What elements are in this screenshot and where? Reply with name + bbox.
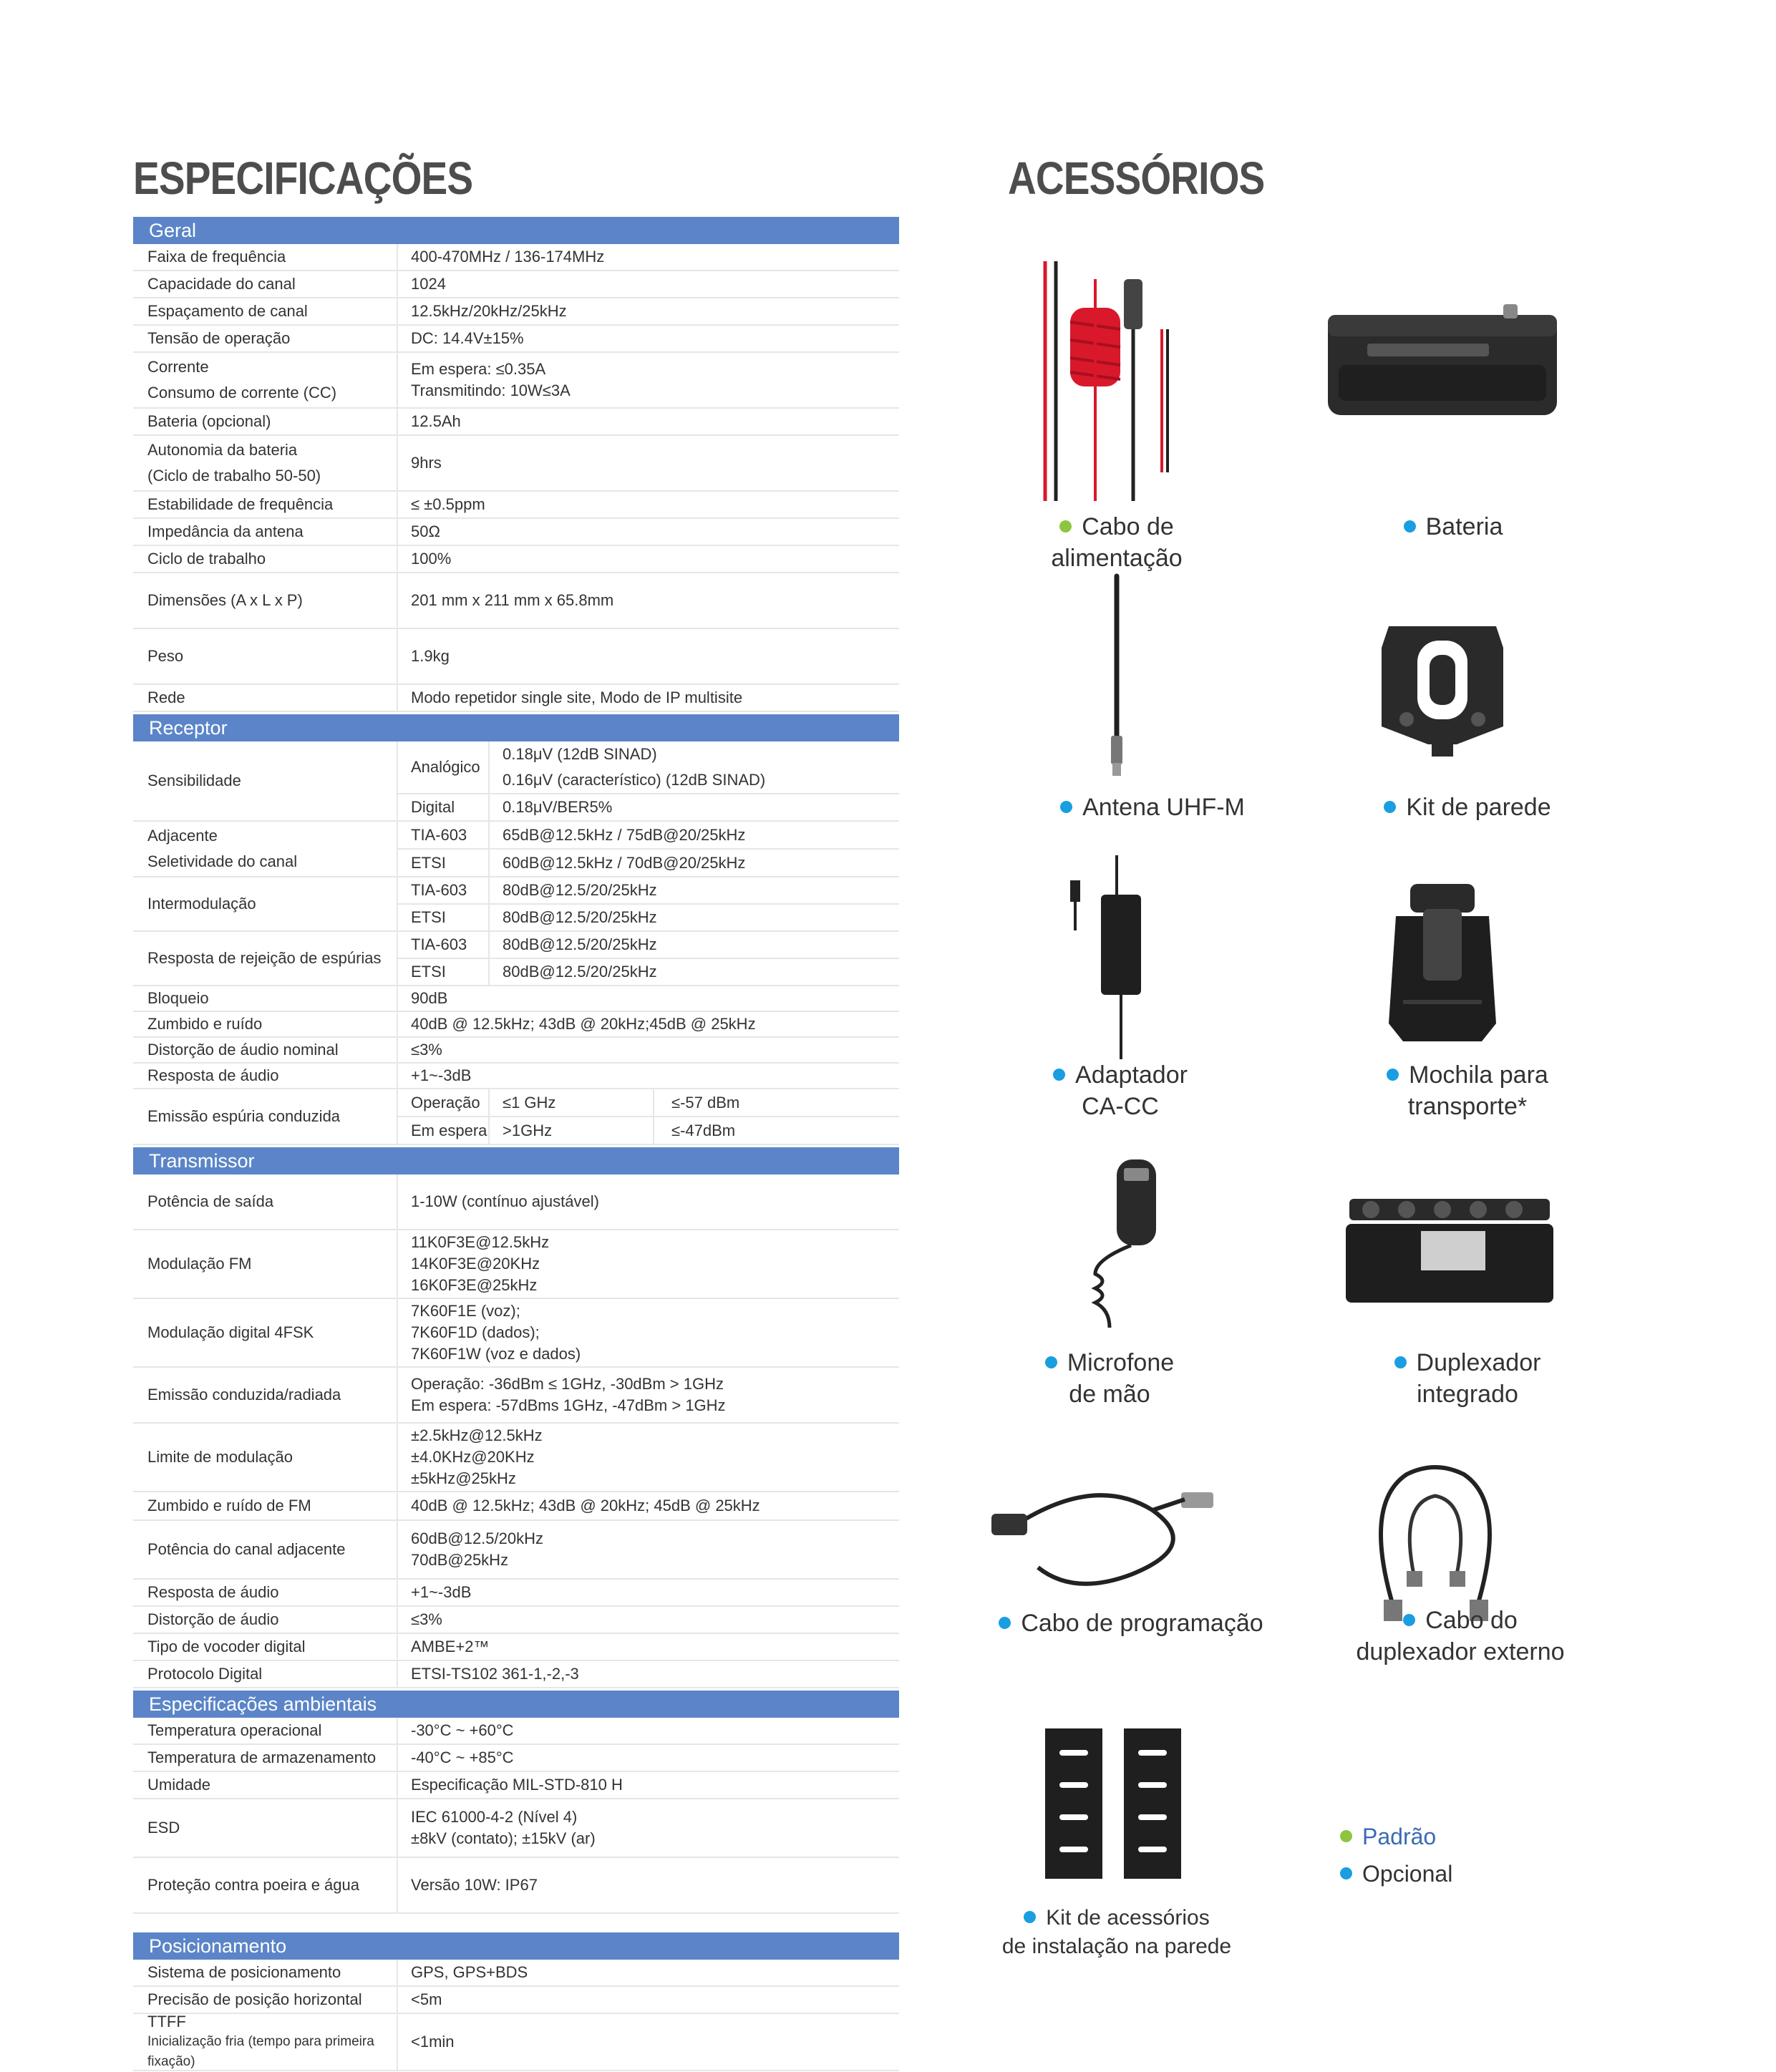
row-value: +1~-3dB: [411, 1066, 472, 1084]
row-label: Dimensões (A x L x P): [147, 591, 303, 609]
row-value: ≤-57 dBm: [653, 1089, 899, 1116]
table-row: [133, 1521, 899, 1580]
legend-standard: Padrão: [1362, 1824, 1437, 1849]
table-row: [133, 298, 899, 326]
table-row: [133, 1661, 899, 1688]
row-label: Resposta de áudio: [147, 1583, 279, 1601]
optional-dot: [1403, 1614, 1415, 1626]
row-label: Sensibilidade: [147, 772, 241, 789]
row-value: ±5kHz@25kHz: [411, 1469, 516, 1487]
row-value: 1024: [411, 275, 446, 293]
row-value: ±4.0KHz@20KHz: [411, 1448, 535, 1466]
ac-adapter-icon: [1067, 852, 1167, 1066]
row-value: Modo repetidor single site, Modo de IP multisite: [411, 689, 743, 706]
table-row: [133, 1858, 899, 1914]
row-label: Impedância da antena: [147, 522, 304, 540]
row-label: Sistema de posicionamento: [147, 1963, 341, 1981]
row-label: Bateria (opcional): [147, 412, 271, 430]
row-emissao-espuria: [133, 1089, 899, 1145]
row-value: ≤3%: [411, 1610, 442, 1628]
row-label: Seletividade do canal: [147, 852, 298, 870]
duplexer-cable-icon: [1364, 1460, 1507, 1625]
table-row: [133, 492, 899, 519]
row-value: 201 mm x 211 mm x 65.8mm: [411, 591, 614, 609]
row-key: Digital: [398, 794, 490, 820]
optional-dot: [1060, 801, 1072, 813]
row-label: Resposta de áudio: [147, 1066, 279, 1084]
accessory-label: Duplexador: [1416, 1349, 1541, 1376]
antenna-icon: [1095, 573, 1138, 780]
wall-mount-kit-icon: [1038, 1725, 1195, 1882]
section-ambientais: Especificações ambientais: [133, 1691, 899, 1718]
row-value: 80dB@12.5/20/25kHz: [503, 935, 657, 953]
row-label: Proteção contra poeira e água: [147, 1876, 359, 1894]
table-row: [133, 1634, 899, 1661]
row-value: -40°C ~ +85°C: [411, 1748, 514, 1766]
row-value: 65dB@12.5kHz / 75dB@20/25kHz: [503, 825, 746, 844]
table-row: [133, 1299, 899, 1368]
row-label: Adjacente: [147, 827, 218, 845]
accessory-label: Bateria: [1425, 513, 1503, 540]
section-receptor: Receptor: [133, 714, 899, 741]
row-value: 7K60F1E (voz);: [411, 1302, 520, 1320]
row-value: Especificação MIL-STD-810 H: [411, 1776, 623, 1794]
table-row: [133, 1038, 899, 1064]
section-transmissor: Transmissor: [133, 1147, 899, 1174]
row-value: 1-10W (contínuo ajustável): [411, 1192, 599, 1210]
row-label: Distorção de áudio nominal: [147, 1041, 339, 1059]
row-value: 9hrs: [411, 454, 442, 472]
table-row: [133, 629, 899, 685]
row-sensibilidade: [133, 741, 899, 822]
row-label: Corrente: [147, 358, 209, 376]
table-row: [133, 573, 899, 629]
row-label: Precisão de posição horizontal: [147, 1990, 362, 2008]
row-value: 7K60F1W (voz e dados): [411, 1345, 581, 1363]
accessory-label: Mochila para: [1409, 1061, 1548, 1089]
table-row: [133, 1772, 899, 1799]
row-label: Emissão espúria conduzida: [147, 1107, 341, 1125]
row-label: ESD: [147, 1819, 180, 1837]
row-value: Em espera: ≤0.35A: [411, 360, 546, 378]
row-ttff: [133, 2014, 899, 2071]
accessory-label: Cabo de programação: [1021, 1610, 1263, 1637]
row-value: Em espera: -57dBms 1GHz, -47dBm > 1GHz: [411, 1396, 726, 1414]
row-adjacente: [133, 822, 899, 877]
row-value: ETSI-TS102 361-1,-2,-3: [411, 1665, 579, 1683]
row-value: 100%: [411, 550, 452, 568]
optional-dot: [1394, 1356, 1407, 1368]
row-value: 11K0F3E@12.5kHz: [411, 1233, 550, 1251]
row-value: -30°C ~ +60°C: [411, 1721, 514, 1739]
row-key: TIA-603: [398, 932, 490, 958]
row-label: Umidade: [147, 1776, 211, 1794]
row-key: Em espera: [398, 1117, 490, 1144]
row-value: ≤1 GHz: [503, 1093, 556, 1112]
row-value: 90dB: [411, 989, 448, 1007]
row-value: 0.16μV (característico) (12dB SINAD): [503, 771, 766, 789]
row-label: (Ciclo de trabalho 50-50): [147, 467, 321, 485]
optional-dot: [1387, 1069, 1399, 1081]
row-espurias: [133, 932, 899, 986]
accessory-label: CA-CC: [1082, 1093, 1159, 1120]
accessory-label: Kit de parede: [1406, 794, 1551, 821]
table-row: [133, 1987, 899, 2014]
optional-dot: [1384, 801, 1396, 813]
row-value: ≤-47dBm: [653, 1117, 899, 1144]
row-value: Operação: -36dBm ≤ 1GHz, -30dBm > 1GHz: [411, 1375, 724, 1393]
table-row: [133, 1492, 899, 1521]
accessory-label: Cabo de: [1082, 513, 1174, 540]
row-label: Resposta de rejeição de espúrias: [147, 949, 382, 967]
row-key: Operação: [398, 1089, 490, 1116]
battery-icon: [1324, 301, 1561, 422]
accessory-label: alimentação: [1051, 545, 1183, 572]
row-key: TIA-603: [398, 877, 490, 903]
row-value: 50Ω: [411, 522, 440, 540]
row-value: Versão 10W: IP67: [411, 1876, 538, 1894]
table-row: [133, 1580, 899, 1607]
row-value: 80dB@12.5/20/25kHz: [503, 881, 657, 899]
optional-dot: [1045, 1356, 1057, 1368]
programming-cable-icon: [988, 1482, 1224, 1596]
wall-kit-icon: [1378, 619, 1507, 762]
optional-dot: [999, 1617, 1011, 1629]
backpack-icon: [1382, 880, 1503, 1045]
table-row: [133, 1174, 899, 1230]
row-value: 40dB @ 12.5kHz; 43dB @ 20kHz;45dB @ 25kHz: [411, 1015, 756, 1033]
row-label: Peso: [147, 647, 184, 665]
row-value: 0.18μV/BER5%: [503, 798, 613, 816]
accessory-label: transporte*: [1407, 1093, 1528, 1120]
row-value: 80dB@12.5/20/25kHz: [503, 963, 657, 981]
row-value: 70dB@25kHz: [411, 1551, 509, 1569]
row-label: Estabilidade de frequência: [147, 495, 334, 513]
row-label: Faixa de frequência: [147, 248, 286, 266]
accessory-label: Antena UHF-M: [1082, 794, 1245, 821]
row-label-sub: Inicialização fria (tempo para primeira fixação): [147, 2034, 374, 2069]
table-row: [133, 1718, 899, 1745]
standard-dot: [1340, 1830, 1352, 1842]
row-label: Potência do canal adjacente: [147, 1540, 346, 1558]
row-value: 400-470MHz / 136-174MHz: [411, 248, 605, 266]
row-value: <5m: [411, 1990, 442, 2008]
accessory-label: integrado: [1417, 1381, 1518, 1408]
row-key: TIA-603: [398, 822, 490, 848]
table-row: [133, 1230, 899, 1299]
row-label: Capacidade do canal: [147, 275, 296, 293]
row-intermodulacao: [133, 877, 899, 932]
row-label: Temperatura operacional: [147, 1721, 322, 1739]
accessory-label: de mão: [1069, 1381, 1150, 1408]
row-value: 60dB@12.5/20kHz: [411, 1529, 544, 1547]
table-row: [133, 1607, 899, 1634]
optional-dot: [1053, 1069, 1065, 1081]
row-value: AMBE+2™: [411, 1638, 490, 1655]
row-value: <1min: [397, 2014, 899, 2070]
hand-microphone-icon: [1067, 1152, 1174, 1331]
row-label: Rede: [147, 689, 185, 706]
accessory-label: Kit de acessórios: [1046, 1906, 1210, 1930]
accessory-label: de instalação na parede: [1001, 1935, 1232, 1958]
row-label: Ciclo de trabalho: [147, 550, 266, 568]
optional-dot: [1340, 1867, 1352, 1879]
table-row: [133, 685, 899, 712]
row-label: Tensão de operação: [147, 329, 291, 347]
optional-dot: [1404, 520, 1416, 532]
row-value: ≤3%: [411, 1041, 442, 1059]
accessories-title: ACESSÓRIOS: [1008, 152, 1265, 204]
row-label: Espaçamento de canal: [147, 302, 308, 320]
row-value: 14K0F3E@20KHz: [411, 1255, 540, 1273]
row-label: Bloqueio: [147, 989, 209, 1007]
row-label: Autonomia da bateria: [147, 441, 298, 459]
table-row: [133, 1424, 899, 1492]
section-geral: Geral: [133, 217, 899, 244]
accessory-label: Cabo do: [1425, 1607, 1518, 1634]
row-label: Modulação FM: [147, 1255, 252, 1273]
row-label: Protocolo Digital: [147, 1665, 263, 1683]
power-cable-icon: [1027, 258, 1185, 508]
row-value: Transmitindo: 10W≤3A: [411, 381, 571, 399]
row-value: 7K60F1D (dados);: [411, 1323, 540, 1341]
spec-table: [133, 215, 899, 2071]
row-value: ±8kV (contato); ±15kV (ar): [411, 1829, 596, 1847]
section-posicionamento: Posicionamento: [133, 1932, 899, 1960]
table-row: [133, 1799, 899, 1858]
table-row: [133, 1745, 899, 1772]
row-label: Emissão conduzida/radiada: [147, 1386, 341, 1404]
row-value: 16K0F3E@25kHz: [411, 1276, 538, 1294]
row-label: Potência de saída: [147, 1192, 274, 1210]
accessory-label: Adaptador: [1075, 1061, 1188, 1089]
row-value: 12.5kHz/20kHz/25kHz: [411, 302, 567, 320]
table-row: [133, 326, 899, 353]
duplexer-icon: [1342, 1195, 1557, 1310]
row-label: Temperatura de armazenamento: [147, 1748, 377, 1766]
row-label: Modulação digital 4FSK: [147, 1323, 314, 1341]
table-row: [133, 271, 899, 298]
table-row: [133, 1012, 899, 1038]
standard-dot: [1059, 520, 1072, 532]
row-key: ETSI: [398, 959, 490, 985]
table-row: [133, 244, 899, 271]
row-value: GPS, GPS+BDS: [411, 1963, 528, 1981]
row-value: 1.9kg: [411, 647, 450, 665]
row-value: 12.5Ah: [411, 412, 461, 430]
row-label: Zumbido e ruído: [147, 1015, 263, 1033]
row-value: DC: 14.4V±15%: [411, 329, 524, 347]
row-label: Distorção de áudio: [147, 1610, 279, 1628]
row-value: >1GHz: [503, 1121, 553, 1139]
row-value: ≤ ±0.5ppm: [411, 495, 485, 513]
row-key: ETSI: [398, 850, 490, 876]
spec-title: ESPECIFICAÇÕES: [133, 152, 473, 204]
accessory-label: Microfone: [1067, 1349, 1175, 1376]
row-value: 80dB@12.5/20/25kHz: [503, 908, 657, 926]
row-label: Consumo de corrente (CC): [147, 384, 337, 402]
row-value: 40dB @ 12.5kHz; 43dB @ 20kHz; 45dB @ 25kHz: [411, 1497, 760, 1514]
accessory-label: duplexador externo: [1356, 1638, 1565, 1665]
optional-dot: [1024, 1911, 1036, 1923]
row-value: 0.18μV (12dB SINAD): [503, 745, 657, 763]
row-key: ETSI: [398, 905, 490, 930]
row-label: Intermodulação: [147, 895, 256, 913]
table-row: [133, 409, 899, 436]
table-row: [133, 1960, 899, 1987]
row-label: Limite de modulação: [147, 1448, 293, 1466]
row-label: Tipo de vocoder digital: [147, 1638, 306, 1655]
table-row: [133, 353, 899, 409]
row-value: IEC 61000-4-2 (Nível 4): [411, 1808, 578, 1826]
accessories-panel: [988, 236, 1775, 2025]
table-row: [133, 546, 899, 573]
row-value: 60dB@12.5kHz / 70dB@20/25kHz: [503, 853, 746, 872]
table-row: [133, 986, 899, 1012]
row-label: Zumbido e ruído de FM: [147, 1497, 311, 1514]
legend-optional: Opcional: [1362, 1861, 1453, 1887]
row-key: Analógico: [398, 741, 490, 793]
table-row: [133, 436, 899, 492]
row-label: TTFF: [147, 2013, 186, 2030]
table-row: [133, 1064, 899, 1089]
row-value: ±2.5kHz@12.5kHz: [411, 1426, 543, 1444]
table-row: [133, 519, 899, 546]
legend: [1340, 1818, 1452, 1892]
row-value: +1~-3dB: [411, 1583, 472, 1601]
table-row: [133, 1368, 899, 1424]
